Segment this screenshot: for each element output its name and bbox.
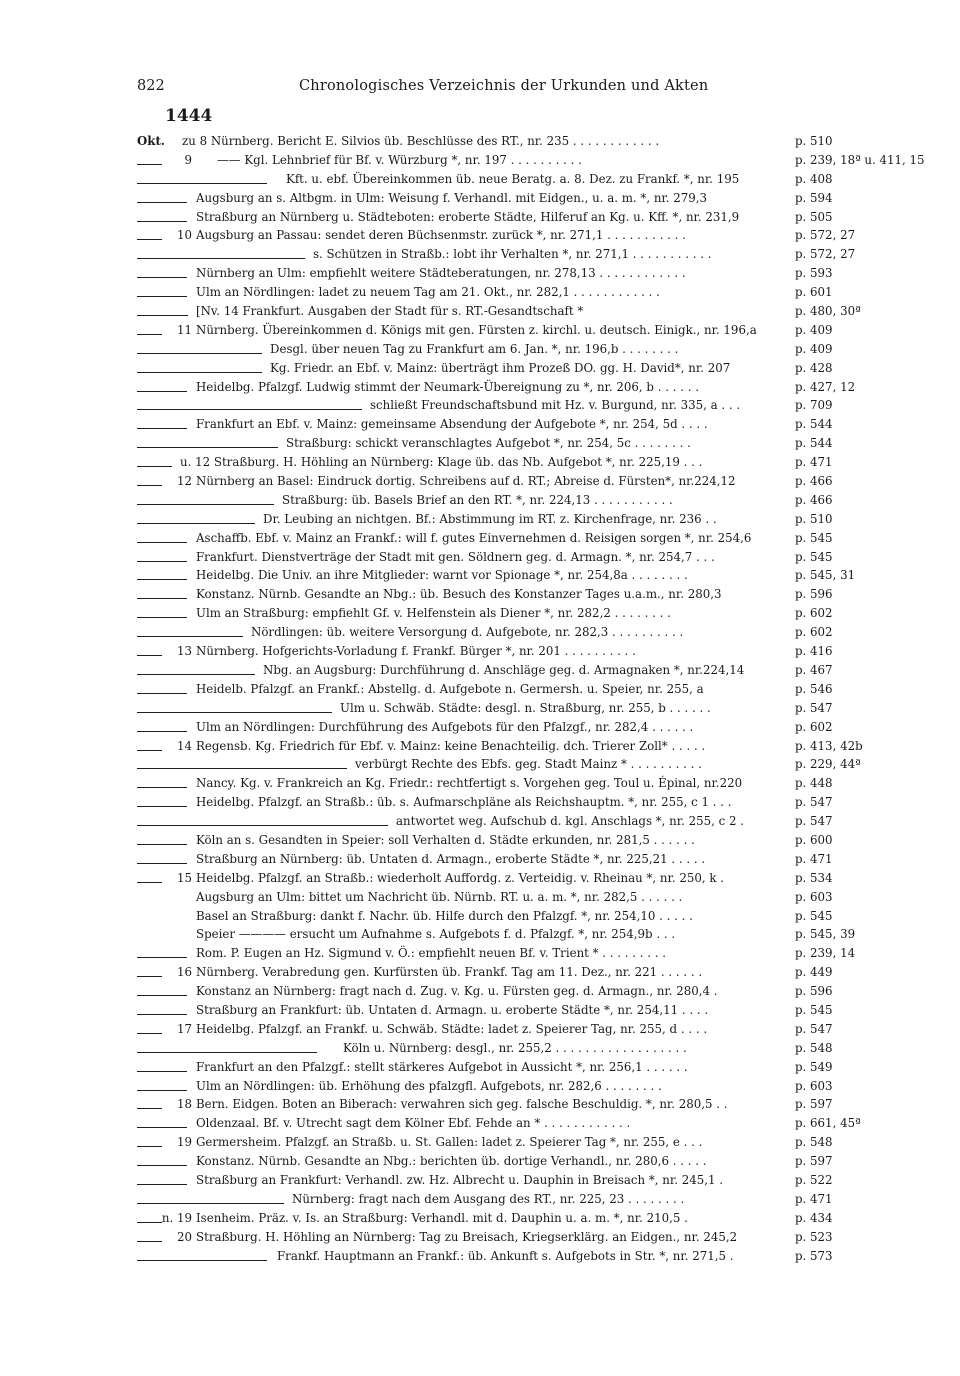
page-reference: p. 409 [795,322,833,337]
table-row [0,133,960,152]
entry-text: Augsburg an Ulm: bittet um Nachricht üb. Nürnb. RT. u. a. m. *, nr. 282,5 . . . . . . [196,889,683,904]
ditto-dash [137,1014,187,1015]
page-number: 822 [137,78,165,94]
entry-text: Nbg. an Augsburg: Durchführung d. Anschläge geg. d. Armagnaken *, nr.224,14 [263,662,745,677]
page-reference: p. 413, 42b [795,738,863,753]
page-reference: p. 547 [795,795,833,810]
page-reference: p. 709 [795,398,833,413]
entry-text: Straßburg: schickt veranschlagtes Aufgebot *, nr. 254, 5c . . . . . . . . [286,436,691,451]
entry-text: schließt Freundschaftsbund mit Hz. v. Burgund, nr. 335, a . . . [370,398,741,413]
table-row [0,416,960,435]
page-reference: p. 428 [795,360,833,375]
table-row [0,889,960,908]
ditto-dash [137,277,187,278]
table-row [0,945,960,964]
entry-text: Ulm u. Schwäb. Städte: desgl. n. Straßburg, nr. 255, b . . . . . . [340,700,711,715]
table-row [0,473,960,492]
ditto-dash [137,485,162,486]
entry-text: Speier ———— ersucht um Aufnahme s. Aufgebots f. d. Pfalzgf. *, nr. 254,9b . . . [196,927,676,942]
entry-text: Nürnberg an Ulm: empfiehlt weitere Städteberatungen, nr. 278,13 . . . . . . . . . . . . [196,266,686,281]
table-row [0,1002,960,1021]
entry-text: antwortet weg. Aufschub d. kgl. Anschlags *, nr. 255, c 2 . [396,814,744,829]
ditto-dash [137,806,187,807]
table-row [0,227,960,246]
entry-text: Kg. Friedr. an Ebf. v. Mainz: überträgt ihm Prozeß DO. gg. H. David*, nr. 207 [270,360,731,375]
entry-text: Nürnberg. Verabredung gen. Kurfürsten üb. Frankf. Tag am 11. Dez., nr. 221 . . . . . . [196,965,703,980]
table-row [0,530,960,549]
table-row [0,454,960,473]
entry-text: Nürnberg: fragt nach dem Ausgang des RT., nr. 225, 23 . . . . . . . . [292,1191,685,1206]
page-reference: p. 545 [795,549,833,564]
ditto-dash [137,976,162,977]
ditto-dash [137,1108,162,1109]
table-row [0,832,960,851]
table-row [0,303,960,322]
entry-text: Oldenzaal. Bf. v. Utrecht sagt dem Kölner Ebf. Fehde an * . . . . . . . . . . . . [196,1116,631,1131]
ditto-dash [137,1165,187,1166]
ditto-dash [137,731,187,732]
entry-text: Dr. Leubing an nichtgen. Bf.: Abstimmung im RT. z. Kirchenfrage, nr. 236 . . [263,511,717,526]
page-reference: p. 547 [795,814,833,829]
page-reference: p. 409 [795,341,833,356]
ditto-dash [137,882,162,883]
table-row [0,265,960,284]
table-row [0,1191,960,1210]
page-reference: p. 549 [795,1059,833,1074]
entry-text: Basel an Straßburg: dankt f. Nachr. üb. Hilfe durch den Pfalzgf. *, nr. 254,10 . . . . . [196,908,693,923]
ditto-dash [137,542,187,543]
table-row [0,794,960,813]
page-reference: p. 544 [795,436,833,451]
table-row [0,397,960,416]
ditto-dash [137,391,187,392]
page-reference: p. 229, 44ª [795,757,861,772]
ditto-dash [137,636,243,637]
table-row [0,586,960,605]
ditto-dash [137,957,187,958]
table-row [0,1229,960,1248]
ditto-dash [137,1184,187,1185]
entry-text: Augsburg an Passau: sendet deren Büchsenmstr. zurück *, nr. 271,1 . . . . . . . . . . . [196,228,686,243]
ditto-dash [137,183,267,184]
page-reference: p. 239, 18ª u. 411, 15 [795,152,925,167]
running-header [137,78,862,98]
ditto-dash [137,1071,187,1072]
entry-text: Desgl. über neuen Tag zu Frankfurt am 6. Jan. *, nr. 196,b . . . . . . . . [270,341,679,356]
ditto-dash [137,787,187,788]
table-row [0,492,960,511]
entry-text: Ulm an Straßburg: empfiehlt Gf. v. Helfenstein als Diener *, nr. 282,2 . . . . . . . . [196,606,671,621]
entry-text: —— Kgl. Lehnbrief für Bf. v. Würzburg *, nr. 197 . . . . . . . . . . [217,152,582,167]
entry-text: u. 12 Straßburg. H. Höhling an Nürnberg: Klage üb. das Nb. Aufgebot *, nr. 225,19 . . . [180,455,703,470]
ditto-dash [137,655,162,656]
table-row [0,1078,960,1097]
page-reference: p. 593 [795,266,833,281]
entry-text: Frankfurt an den Pfalzgf.: stellt stärkeres Aufgebot in Aussicht *, nr. 256,1 . . . . . . [196,1059,688,1074]
page-reference: p. 544 [795,417,833,432]
page-reference: p. 545 [795,1002,833,1017]
entry-text: Heidelbg. Pfalzgf. an Straßb.: wiederholt Auffordg. z. Verteidig. v. Rheinau *, nr. 250, k . [196,870,725,885]
page-reference: p. 510 [795,134,833,148]
entry-text: Straßburg an Frankfurt: Verhandl. zw. Hz. Albrecht u. Dauphin in Breisach *, nr. 245,1 . [196,1172,723,1187]
entry-text: verbürgt Rechte des Ebfs. geg. Stadt Mainz * . . . . . . . . . . [355,757,702,772]
table-row [0,870,960,889]
entry-text: Heidelbg. Pfalzgf. Ludwig stimmt der Neumark-Übereignung zu *, nr. 206, b . . . . . . [196,379,699,394]
page-reference: p. 572, 27 [795,247,856,262]
page-reference: p. 594 [795,190,833,205]
table-row [0,360,960,379]
ditto-dash [137,712,332,713]
ditto-dash [137,428,187,429]
page-reference: p. 602 [795,625,833,640]
ditto-dash [137,1222,162,1223]
entry-text: Köln an s. Gesandten in Speier: soll Verhalten d. Städte erkunden, nr. 281,5 . . . . . . [196,832,695,847]
table-row [0,567,960,586]
entry-text: Frankf. Hauptmann an Frankf.: üb. Ankunft s. Aufgebots in Str. *, nr. 271,5 . [277,1248,734,1263]
month-label: Okt. [137,134,166,148]
table-row [0,322,960,341]
page-reference: p. 602 [795,719,833,734]
page-reference: p. 471 [795,455,833,470]
page-reference: p. 448 [795,776,833,791]
entry-text: Bern. Eidgen. Boten an Biberach: verwahren sich geg. falsche Beschuldig. *, nr. 280,5 . . [196,1097,728,1112]
table-row [0,511,960,530]
page-reference: p. 534 [795,870,833,885]
ditto-dash [137,353,262,354]
page-reference: p. 603 [795,889,833,904]
running-title: Chronologisches Verzeichnis der Urkunden und Akten [299,78,709,94]
entry-text: Kft. u. ebf. Übereinkommen üb. neue Beratg. a. 8. Dez. zu Frankf. *, nr. 195 [286,171,740,186]
page-reference: p. 573 [795,1248,833,1263]
table-row [0,246,960,265]
day-number: 18 [176,1097,192,1112]
ditto-dash [137,750,162,751]
entry-text: Konstanz an Nürnberg: fragt nach d. Zug. v. Kg. u. Fürsten geg. d. Armagn., nr. 280,4 . [196,984,718,999]
table-row [0,435,960,454]
table-row [0,152,960,171]
day-number: 9 [184,152,192,167]
ditto-dash [137,315,188,316]
entry-text: Rom. P. Eugen an Hz. Sigmund v. Ö.: empfiehlt neuen Bf. v. Trient * . . . . . . . . . [196,946,667,961]
table-row [0,643,960,662]
page-reference: p. 596 [795,587,833,602]
entry-text: Nördlingen: üb. weitere Versorgung d. Aufgebote, nr. 282,3 . . . . . . . . . . [251,625,684,640]
ditto-dash [137,1260,267,1261]
table-row [0,1059,960,1078]
table-row [0,1172,960,1191]
ditto-dash [137,164,162,165]
ditto-dash [137,239,162,240]
ditto-dash [137,504,274,505]
ditto-dash [137,863,187,864]
ditto-dash [137,617,187,618]
page-reference: p. 597 [795,1097,833,1112]
page-reference: p. 510 [795,511,833,526]
table-row [0,1115,960,1134]
table-row [0,190,960,209]
entry-text: Augsburg an s. Altbgm. in Ulm: Weisung f. Verhandl. mit Eidgen., u. a. m. *, nr. 279,3 [196,190,708,205]
entry-text: Aschaffb. Ebf. v. Mainz an Frankf.: will f. gutes Einvernehmen d. Reisigen sorgen *, nr. 254,6 [196,530,752,545]
entry-text: Nürnberg. Hofgerichts-Vorladung f. Frankf. Bürger *, nr. 201 . . . . . . . . . . [196,644,636,659]
entry-text: Regensb. Kg. Friedrich für Ebf. v. Mainz: keine Benachteilig. dch. Trierer Zoll* . . . . . [196,738,706,753]
table-row [0,624,960,643]
table-row [0,549,960,568]
page-reference: p. 572, 27 [795,228,856,243]
table-row [0,964,960,983]
table-row [0,379,960,398]
table-row [0,284,960,303]
page-reference: p. 547 [795,1021,833,1036]
table-row [0,1134,960,1153]
ditto-dash [137,258,305,259]
entry-text: Ulm an Nördlingen: ladet zu neuem Tag am 21. Okt., nr. 282,1 . . . . . . . . . . . . [196,285,660,300]
page-reference: p. 545 [795,908,833,923]
entry-text: Ulm an Nördlingen: üb. Erhöhung des pfalzgfl. Aufgebots, nr. 282,6 . . . . . . . . [196,1078,662,1093]
page-reference: p. 523 [795,1229,833,1244]
entry-text: Konstanz. Nürnb. Gesandte an Nbg.: üb. Besuch des Konstanzer Tages u.a.m., nr. 280,3 [196,587,722,602]
entry-text: Frankfurt. Dienstverträge der Stadt mit gen. Söldnern geg. d. Armagn. *, nr. 254,7 . . . [196,549,715,564]
table-row [0,756,960,775]
table-row [0,908,960,927]
ditto-dash [137,1203,284,1204]
table-row [0,738,960,757]
ditto-dash [137,523,255,524]
table-row [0,681,960,700]
ditto-dash [137,825,388,826]
page-reference: p. 601 [795,285,833,300]
ditto-dash [137,674,255,675]
ditto-dash [137,334,162,335]
ditto-dash [137,1052,317,1053]
page-reference: p. 545 [795,530,833,545]
page-reference: p. 466 [795,492,833,507]
table-row [0,171,960,190]
page-reference: p. 597 [795,1154,833,1169]
entry-text: Straßburg an Nürnberg u. Städteboten: eroberte Städte, Hilferuf an Kg. u. Kff. *, nr. 231,9 [196,209,740,224]
ditto-dash [137,466,172,467]
page-reference: p. 548 [795,1135,833,1150]
table-row [0,926,960,945]
ditto-dash [137,221,187,222]
entry-text: Straßburg an Nürnberg: üb. Untaten d. Armagn., eroberte Städte *, nr. 225,21 . . . . . [196,851,706,866]
day-number: 16 [176,965,192,980]
table-row [0,775,960,794]
day-number: 10 [176,228,192,243]
table-row [0,983,960,1002]
ditto-dash [137,447,278,448]
entry-text: Heidelbg. Pfalzgf. an Straßb.: üb. s. Aufmarschpläne als Reichshauptm. *, nr. 255, c 1 . . . [196,795,732,810]
entry-text: Köln u. Nürnberg: desgl., nr. 255,2 . . . . . . . . . . . . . . . . . . [343,1040,687,1055]
page-reference: p. 239, 14 [795,946,856,961]
day-number: 14 [176,738,192,753]
day-number: 15 [176,870,192,885]
table-row [0,1248,960,1267]
page-reference: p. 596 [795,984,833,999]
ditto-dash [137,598,187,599]
table-row [0,662,960,681]
entry-text: zu 8 Nürnberg. Bericht E. Silvios üb. Beschlüsse des RT., nr. 235 . . . . . . . . . . . . [182,134,660,148]
ditto-dash [137,372,262,373]
entry-text: Heidelbg. Pfalzgf. an Frankf. u. Schwäb. Städte: ladet z. Speierer Tag, nr. 255, d . . . . [196,1021,708,1036]
day-number: 20 [176,1229,192,1244]
entry-text: Nürnberg an Basel: Eindruck dortig. Schreibens auf d. RT.; Abreise d. Fürsten*, nr.224,12 [196,474,736,489]
entry-text: Nürnberg. Übereinkommen d. Königs mit gen. Fürsten z. kirchl. u. deutsch. Einigk., nr. 196,a [196,322,757,337]
table-row [0,851,960,870]
table-row [0,1096,960,1115]
entry-list [0,133,960,1266]
page-reference: p. 602 [795,606,833,621]
table-row [0,1040,960,1059]
year-heading: 1444 [165,106,213,126]
page-reference: p. 600 [795,832,833,847]
entry-text: [Nv. 14 Frankfurt. Ausgaben der Stadt für s. RT.-Gesandtschaft * [196,304,584,319]
entry-text: Konstanz. Nürnb. Gesandte an Nbg.: berichten üb. dortige Verhandl., nr. 280,6 . . . . . [196,1154,707,1169]
page-reference: p. 603 [795,1078,833,1093]
ditto-dash [137,844,187,845]
entry-text: Straßburg an Frankfurt: üb. Untaten d. Armagn. u. eroberte Städte *, nr. 254,11 . . . . [196,1002,709,1017]
page-reference: p. 548 [795,1040,833,1055]
entry-text: Frankfurt an Ebf. v. Mainz: gemeinsame Absendung der Aufgebote *, nr. 254, 5d . . . . [196,417,708,432]
ditto-dash [137,1127,187,1128]
ditto-dash [137,1090,187,1091]
page-reference: p. 471 [795,1191,833,1206]
ditto-dash [137,296,187,297]
ditto-dash [137,409,362,410]
page-reference: p. 467 [795,662,833,677]
ditto-dash [137,561,187,562]
entry-text: Ulm an Nördlingen: Durchführung des Aufgebots für den Pfalzgf., nr. 282,4 . . . . . . [196,719,694,734]
page-reference: p. 466 [795,474,833,489]
page-reference: p. 522 [795,1172,833,1187]
ditto-dash [137,995,187,996]
entry-text: Nancy. Kg. v. Frankreich an Kg. Friedr.: rechtfertigt s. Vorgehen geg. Toul u. Épinal, nr.220 [196,776,743,791]
day-number: 17 [176,1021,192,1036]
page-reference: p. 505 [795,209,833,224]
page-reference: p. 546 [795,681,833,696]
entry-text: Heidelbg. Die Univ. an ihre Mitglieder: warnt vor Spionage *, nr. 254,8a . . . . . . . . [196,568,688,583]
table-row [0,719,960,738]
ditto-dash [137,1146,162,1147]
page-reference: p. 545, 31 [795,568,856,583]
page-reference: p. 545, 39 [795,927,856,942]
page-reference: p. 434 [795,1210,833,1225]
page-reference: p. 408 [795,171,833,186]
page-reference: p. 416 [795,644,833,659]
ditto-dash [137,768,347,769]
table-row [0,1210,960,1229]
table-row [0,1021,960,1040]
page-reference: p. 480, 30ª [795,304,861,319]
entry-text: Heidelb. Pfalzgf. an Frankf.: Abstellg. d. Aufgebote n. Germersh. u. Speier, nr. 255, a [196,681,704,696]
ditto-dash [137,1033,162,1034]
table-row [0,341,960,360]
page-reference: p. 427, 12 [795,379,856,394]
ditto-dash [137,202,187,203]
day-number: 19 [176,1135,192,1150]
ditto-dash [137,1241,162,1242]
entry-text: Straßburg: üb. Basels Brief an den RT. *, nr. 224,13 . . . . . . . . . . . [282,492,673,507]
table-row [0,1153,960,1172]
entry-text: Straßburg. H. Höhling an Nürnberg: Tag zu Breisach, Kriegserklärg. an Eidgen., nr. 245,2 [196,1229,738,1244]
ditto-dash [137,693,187,694]
entry-text: s. Schützen in Straßb.: lobt ihr Verhalten *, nr. 271,1 . . . . . . . . . . . [313,247,712,262]
table-row [0,209,960,228]
day-number: n. 19 [161,1210,192,1225]
table-row [0,813,960,832]
page-reference: p. 449 [795,965,833,980]
entry-text: Germersheim. Pfalzgf. an Straßb. u. St. Gallen: ladet z. Speierer Tag *, nr. 255, e . . . [196,1135,703,1150]
page-reference: p. 547 [795,700,833,715]
table-row [0,700,960,719]
ditto-dash [137,579,187,580]
day-number: 13 [176,644,192,659]
table-row [0,605,960,624]
day-number: 11 [176,322,192,337]
day-number: 12 [176,474,192,489]
page-reference: p. 661, 45ª [795,1116,861,1131]
page-reference: p. 471 [795,851,833,866]
entry-text: Isenheim. Präz. v. Is. an Straßburg: Verhandl. mit d. Dauphin u. a. m. *, nr. 210,5 . [196,1210,688,1225]
